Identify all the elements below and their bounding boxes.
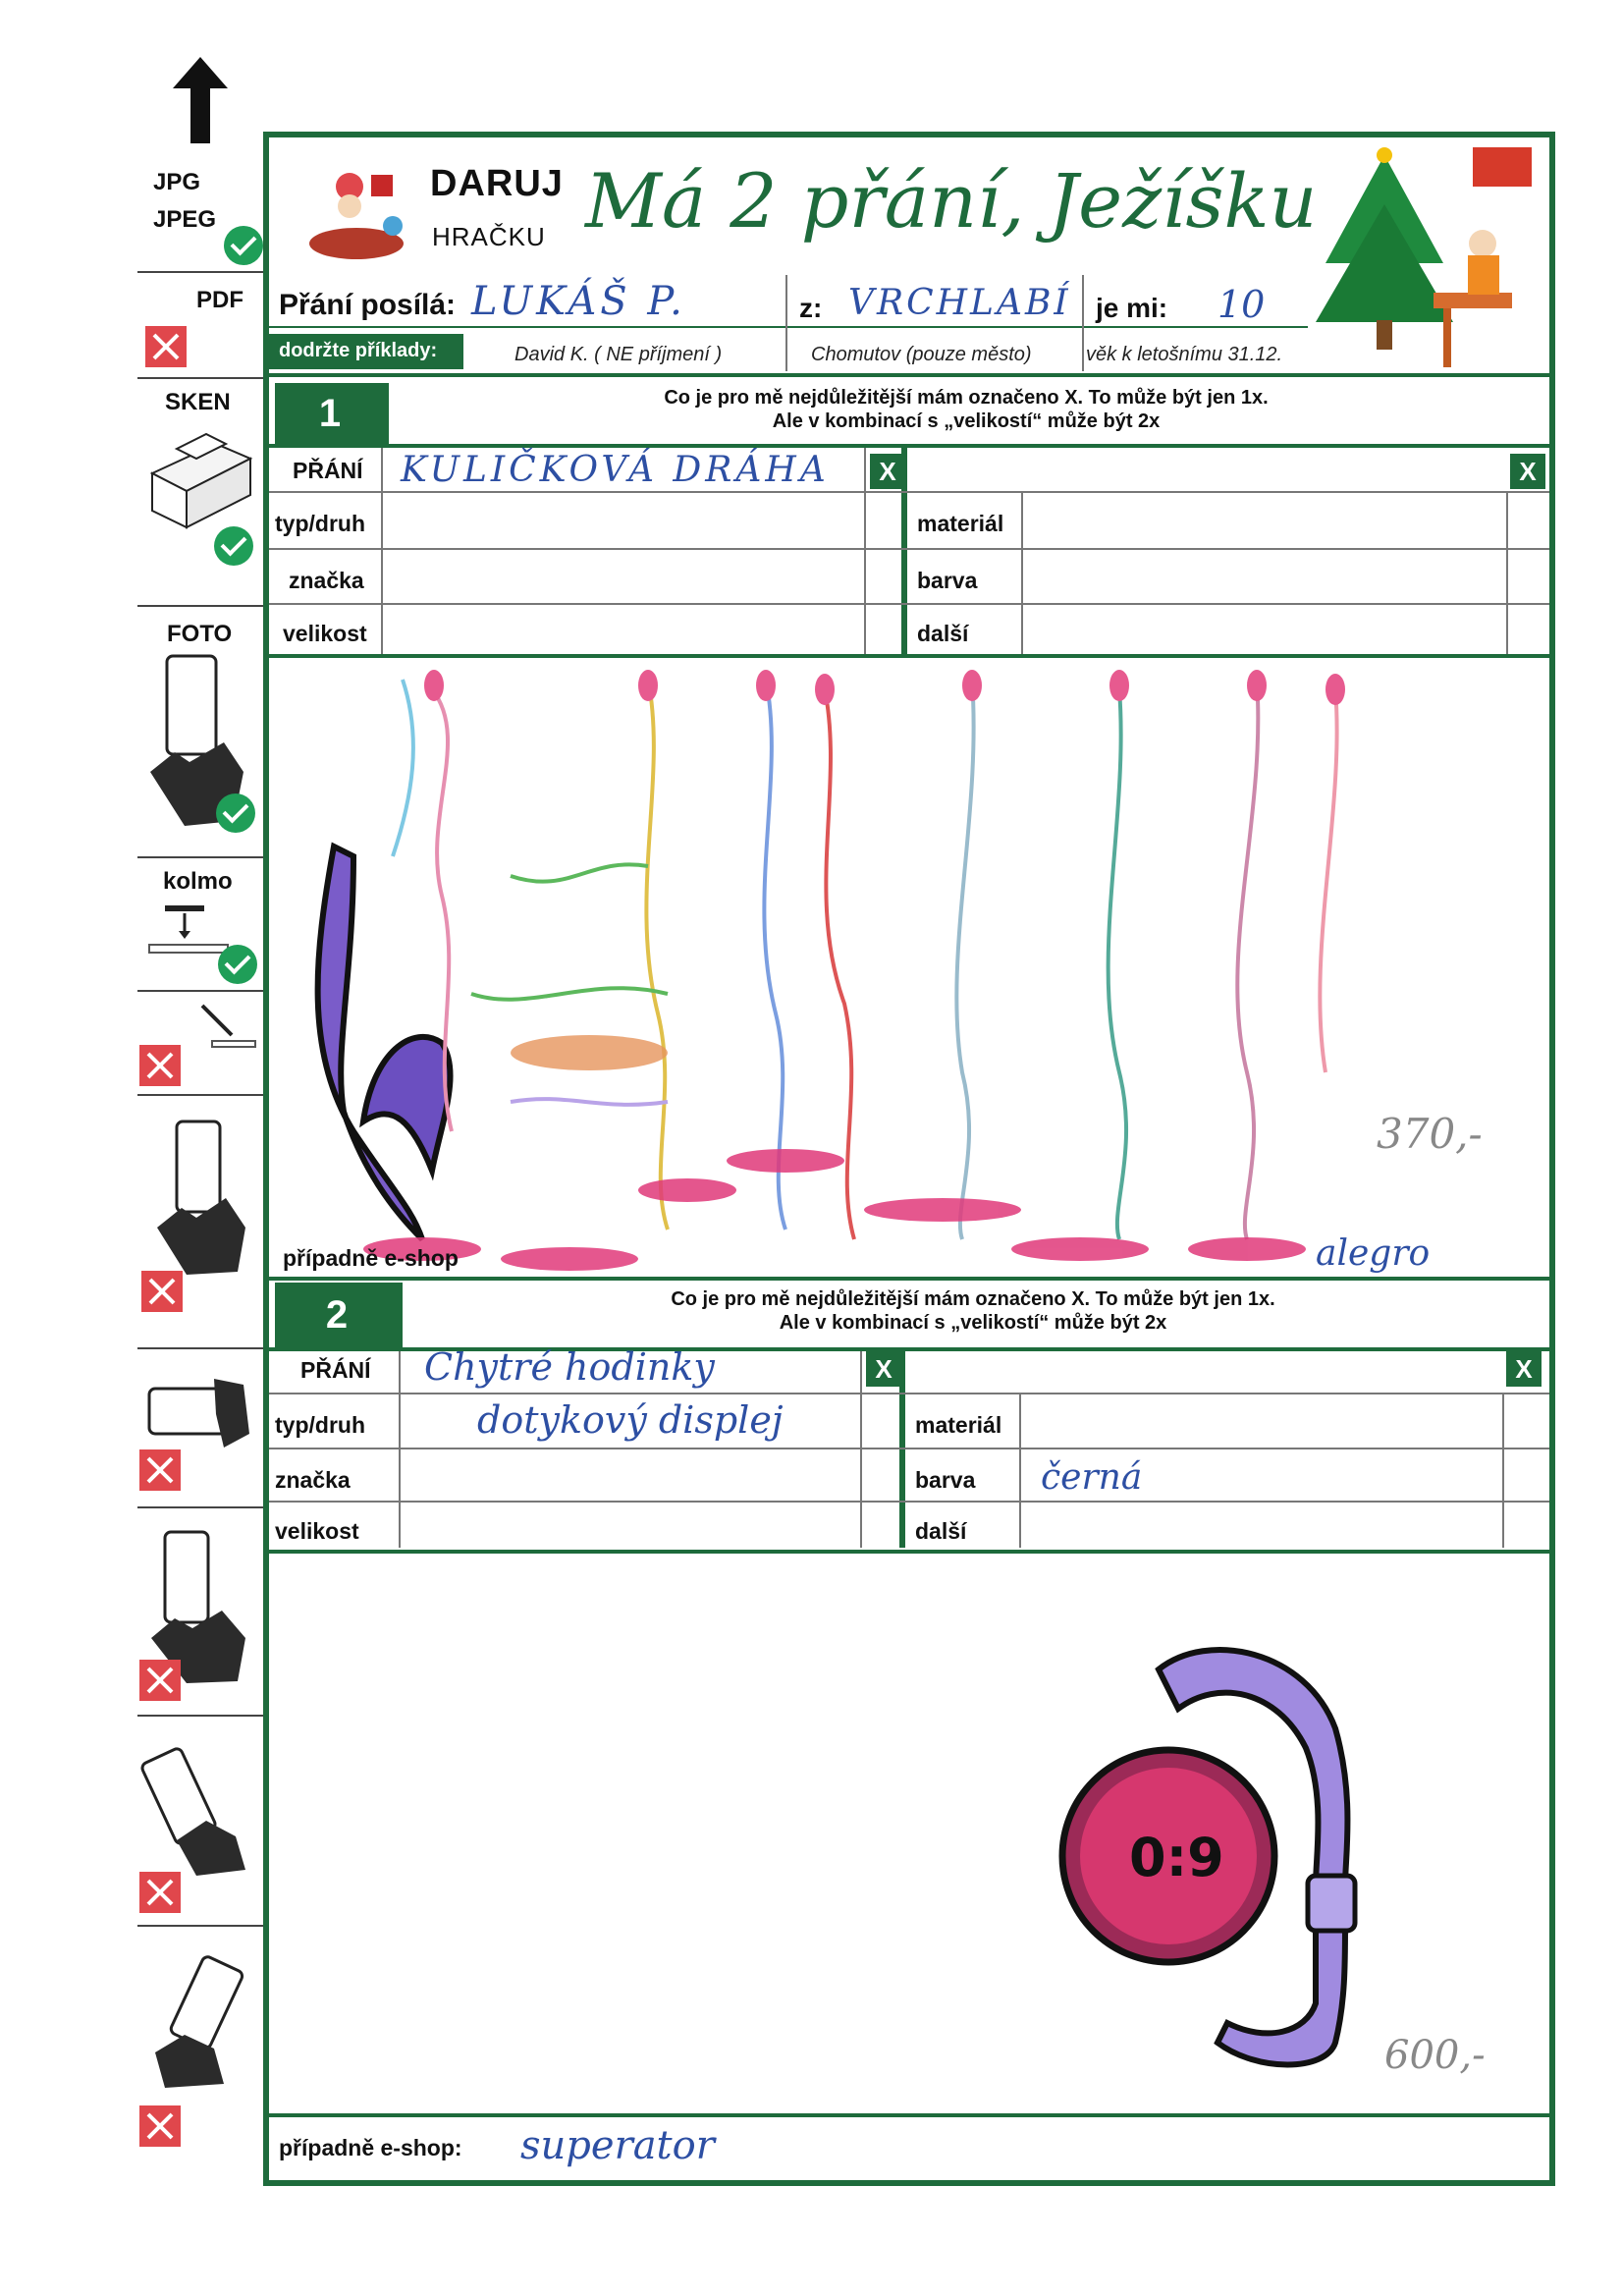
wish-2-instruction-1: Co je pro mě nejdůležitější mám označeno X. To může být jen 1x.: [671, 1288, 1275, 1310]
wish-2-eshop-label: případně e-shop:: [279, 2135, 462, 2160]
barva-label: barva: [915, 1467, 976, 1493]
divider: [1082, 275, 1084, 371]
divider: [137, 990, 263, 992]
rule: [269, 326, 1308, 328]
logo-daruj: DARUJ: [430, 163, 564, 204]
logo-hracku: HRAČKU: [432, 222, 546, 251]
divider: [1506, 491, 1508, 656]
wish-2-x-left[interactable]: X: [866, 1351, 901, 1387]
sender-label: Přání posílá:: [279, 289, 457, 321]
from-label: z:: [799, 293, 823, 323]
typ-label: typ/druh: [275, 511, 365, 536]
rule: [269, 1277, 1549, 1281]
divider: [137, 1715, 263, 1717]
divider: [137, 271, 263, 273]
znacka-label: značka: [275, 1467, 351, 1493]
sken-label: SKEN: [165, 389, 231, 415]
sender-name: LUKÁŠ P.: [471, 279, 686, 324]
material-label: materiál: [917, 511, 1004, 536]
divider: [137, 856, 263, 858]
wish-1-eshop-label: případně e-shop: [283, 1245, 459, 1271]
example-age: věk k letošnímu 31.12.: [1086, 344, 1283, 365]
check-icon: [218, 945, 257, 984]
tilted-phone-icon: [145, 1954, 253, 2092]
rule: [269, 491, 1549, 493]
divider: [864, 448, 866, 656]
rule: [269, 1550, 1549, 1554]
kolmo-label: kolmo: [163, 868, 233, 895]
rule: [269, 603, 1549, 605]
example-name: David K. ( NE příjmení ): [514, 344, 723, 365]
barva-label: barva: [917, 568, 978, 593]
santa-sack-logo: [302, 157, 420, 265]
phone-in-hand-icon: [147, 1120, 255, 1277]
rule: [269, 548, 1549, 550]
age-value: 10: [1217, 283, 1266, 326]
landscape-phone-icon: [145, 1375, 253, 1453]
prani-label: PŘÁNÍ: [293, 458, 363, 483]
typ-label: typ/druh: [275, 1412, 365, 1438]
scanner-icon: [147, 424, 255, 532]
from-city: VRCHLABÍ: [848, 283, 1071, 323]
divider: [137, 377, 263, 379]
wish-2-barva: černá: [1041, 1457, 1143, 1498]
page-title: Má 2 přání, Ježíšku: [585, 157, 1318, 245]
wish-2-x-right[interactable]: X: [1506, 1351, 1542, 1387]
divider: [137, 605, 263, 607]
wish-1-x-right[interactable]: X: [1510, 454, 1545, 489]
wish-2-prani-line-2: dotykový displej: [477, 1398, 784, 1442]
divider: [137, 1925, 263, 1927]
wish-1-x-left[interactable]: X: [870, 454, 905, 489]
rule: [269, 373, 1549, 377]
age-label: je mi:: [1096, 293, 1168, 323]
wish-1-number: 1: [275, 383, 385, 444]
check-icon: [216, 793, 255, 833]
divider: [1019, 1393, 1021, 1548]
divider: [381, 448, 383, 656]
divider: [901, 448, 907, 656]
check-icon: [214, 526, 253, 566]
dalsi-label: další: [917, 621, 969, 646]
wish-2-price: 600,-: [1384, 2033, 1486, 2078]
divider: [399, 1351, 401, 1548]
cross-icon: [139, 1660, 181, 1701]
angled-phone-icon: [192, 998, 261, 1057]
material-label: materiál: [915, 1412, 1002, 1438]
dalsi-label: další: [915, 1518, 967, 1544]
tilted-phone-icon: [137, 1742, 255, 1880]
wish-2-instruction-2: Ale v kombinací s „velikostí“ může být 2x: [779, 1312, 1167, 1334]
wish-2-number: 2: [275, 1283, 399, 1347]
rule: [269, 1393, 1549, 1394]
velikost-label: velikost: [275, 1518, 359, 1544]
wish-2-eshop: superator: [520, 2123, 715, 2168]
wish-1-price: 370,-: [1377, 1110, 1483, 1158]
divider: [137, 1094, 263, 1096]
wish-1-instruction-1: Co je pro mě nejdůležitější mám označeno X. To může být jen 1x.: [664, 387, 1269, 409]
divider: [1502, 1393, 1504, 1548]
cross-icon: [139, 2105, 181, 2147]
examples-label: dodržte příklady:: [279, 340, 438, 361]
divider: [860, 1351, 862, 1548]
marble-run-drawing: [275, 660, 1542, 1281]
wish-1-instruction-2: Ale v kombinací s „velikostí“ může být 2x: [772, 410, 1161, 432]
prani-label: PŘÁNÍ: [300, 1357, 371, 1383]
divider: [137, 1506, 263, 1508]
wish-1-eshop: alegro: [1316, 1233, 1431, 1274]
up-arrow-icon: [173, 57, 228, 143]
smartwatch-drawing: [1051, 1630, 1375, 2072]
rule: [269, 1448, 1549, 1449]
velikost-label: velikost: [283, 621, 367, 646]
divider: [137, 1347, 263, 1349]
rule: [269, 2113, 1549, 2117]
rule: [269, 444, 1549, 448]
jpg-label: JPG: [153, 169, 201, 195]
foto-label: FOTO: [167, 621, 233, 647]
rule: [269, 1501, 1549, 1503]
rule: [269, 654, 1549, 658]
watch-face-time: 0:9: [1129, 1827, 1224, 1888]
cross-icon: [141, 1271, 183, 1312]
cross-icon: [139, 1045, 181, 1086]
znacka-label: značka: [289, 568, 364, 593]
divider: [899, 1351, 905, 1548]
christmas-tree-illustration: [1316, 145, 1542, 371]
wish-2-prani-line-1: Chytré hodinky: [424, 1345, 715, 1389]
cross-icon: [139, 1449, 181, 1491]
jpeg-label: JPEG: [153, 206, 217, 233]
divider: [785, 275, 787, 371]
example-city: Chomutov (pouze město): [811, 344, 1032, 365]
cross-icon: [145, 326, 187, 367]
wish-1-prani: KULIČKOVÁ DRÁHA: [401, 450, 830, 490]
cross-icon: [139, 1872, 181, 1913]
pdf-label: PDF: [196, 287, 243, 313]
check-icon: [224, 226, 263, 265]
divider: [1021, 491, 1023, 656]
